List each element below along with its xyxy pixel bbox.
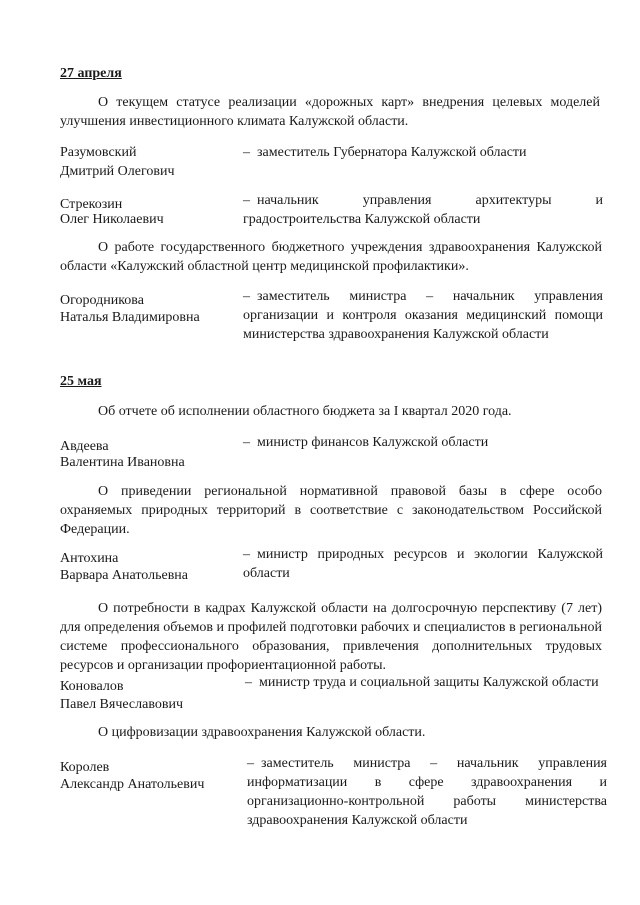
speaker-surname: Разумовский — [60, 145, 137, 160]
role-dash: – — [245, 675, 252, 690]
speaker-role — [243, 545, 603, 583]
speaker-role-text: министр труда и социальной защиты Калужской области — [259, 675, 599, 690]
speaker-role — [243, 191, 603, 229]
role-dash: – — [247, 756, 254, 771]
section-date: 25 мая — [60, 374, 102, 389]
speaker-surname: Коновалов — [60, 679, 124, 694]
speaker-role — [243, 433, 603, 452]
speaker-role — [247, 754, 607, 830]
speaker-surname: Антохина — [60, 551, 119, 566]
role-dash: – — [243, 145, 250, 160]
speaker-given-name: Варвара Анатольевна — [60, 568, 189, 583]
role-dash: – — [243, 289, 250, 304]
speaker-given-name: Дмитрий Олегович — [60, 164, 175, 179]
speaker-surname: Огородникова — [60, 293, 144, 308]
speaker-role — [245, 673, 607, 692]
speaker-role — [243, 143, 603, 162]
speaker-given-name: Павел Вячеславович — [60, 697, 184, 712]
speaker-given-name: Валентина Ивановна — [60, 455, 185, 470]
speaker-role — [243, 287, 603, 344]
speaker-surname: Королев — [60, 760, 110, 775]
agenda-topic: О цифровизации здравоохранения Калужской области. — [98, 725, 426, 740]
agenda-topic: О потребности в кадрах Калужской области на долгосрочную перспективу (7 лет) для определения объемов и профилей подготовки рабочих и специалистов в региональной системе профессионального образования, привлечения дополнительных трудовых ресурсов и организации профориентационной работы. — [60, 601, 602, 673]
speaker-given-name: Олег Николаевич — [60, 212, 164, 227]
speaker-role-text: заместитель министра – начальник управления организации и контроля оказания медицинский помощи министерства здравоохранения Калужской области — [243, 289, 603, 342]
agenda-topic: О работе государственного бюджетного учреждения здравоохранения Калужской области «Калужский областной центр медицинской профилактики». — [60, 240, 602, 274]
role-dash: – — [243, 547, 250, 562]
speaker-role-text: заместитель министра – начальник управления информатизации в сфере здравоохранения и организационно-контрольной работы министерства здравоохранения Калужской области — [247, 756, 607, 828]
speaker-surname: Стрекозин — [60, 197, 123, 212]
agenda-topic: Об отчете об исполнении областного бюджета за I квартал 2020 года. — [98, 404, 512, 419]
section-date: 27 апреля — [60, 66, 122, 81]
speaker-role-text: министр природных ресурсов и экологии Калужской области — [243, 547, 603, 581]
agenda-topic: О приведении региональной нормативной правовой базы в сфере особо охраняемых природных территорий в соответствие с законодательством Российской Федерации. — [60, 484, 602, 537]
role-dash: – — [243, 193, 250, 208]
speaker-role-text: заместитель Губернатора Калужской области — [257, 145, 527, 160]
agenda-topic: О текущем статусе реализации «дорожных карт» внедрения целевых моделей улучшения инвестиционного климата Калужской области. — [60, 95, 600, 129]
speaker-role-text: министр финансов Калужской области — [257, 435, 489, 450]
role-dash: – — [243, 435, 250, 450]
speaker-given-name: Александр Анатольевич — [60, 777, 205, 792]
speaker-surname: Авдеева — [60, 439, 109, 454]
speaker-role-text: начальник управления архитектуры и градостроительства Калужской области — [243, 193, 603, 227]
speaker-given-name: Наталья Владимировна — [60, 310, 200, 325]
